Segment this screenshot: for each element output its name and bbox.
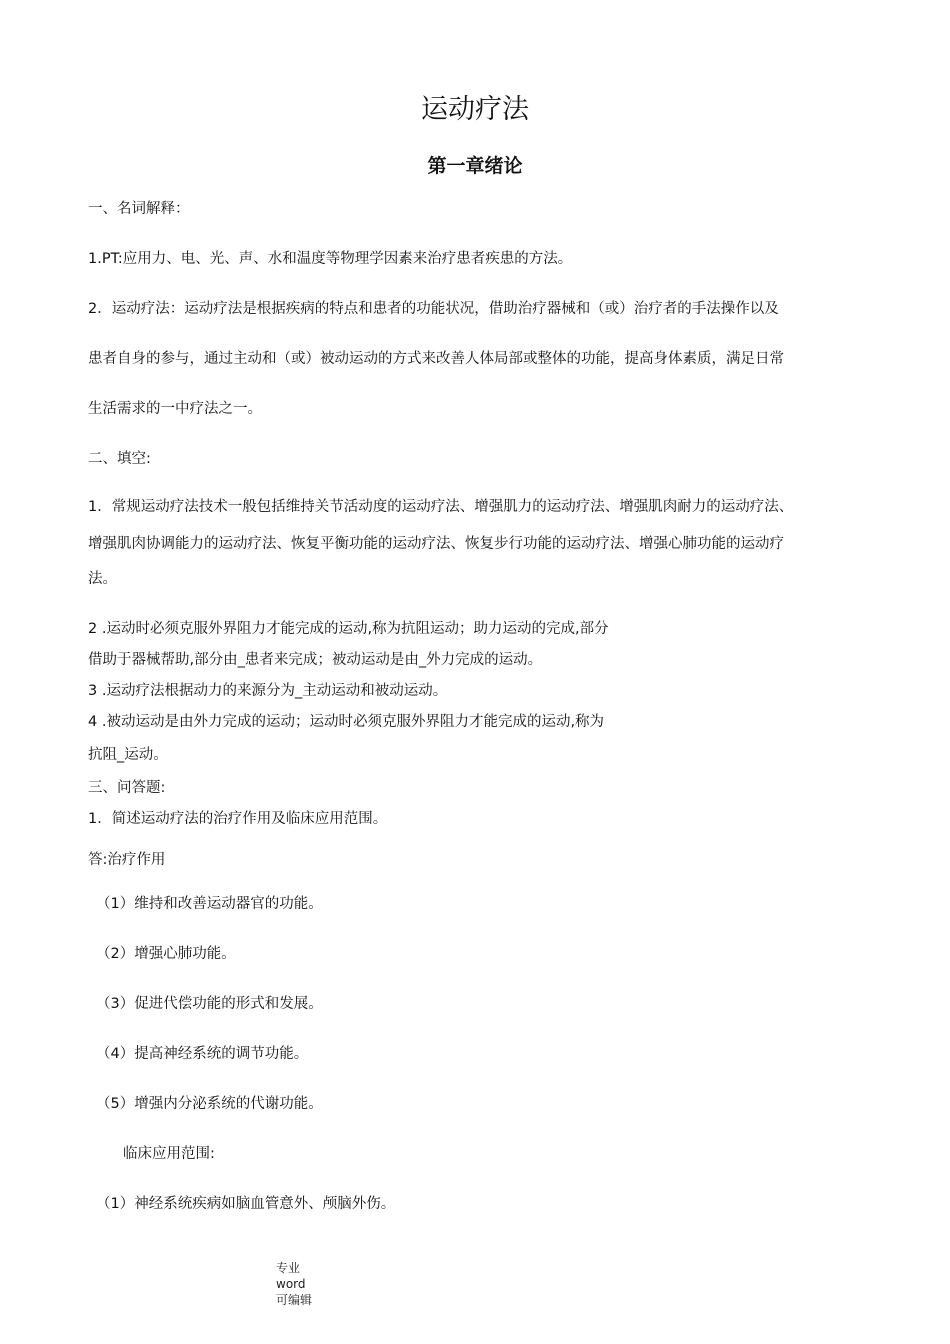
- fill-item4-line1: 4 .被动运动是由外力完成的运动；运动时必须克服外界阻力才能完成的运动,称为: [88, 714, 605, 730]
- footer-line2: word: [276, 1277, 306, 1291]
- answer-label: 答:治疗作用: [88, 852, 166, 868]
- definition-exercise-therapy-line1: 2．运动疗法：运动疗法是根据疾病的特点和患者的功能状况，借助治疗器械和（或）治疗者的手法操作以及: [88, 301, 779, 317]
- definition-exercise-therapy-line2: 患者自身的参与，通过主动和（或）被动运动的方式来改善人体局部或整体的功能，提高身体素质，满足日常: [88, 351, 784, 367]
- fill-item3: 3 .运动疗法根据动力的来源分为_主动运动和被动运动。: [88, 683, 448, 699]
- effect-item: （2）增强心肺功能。: [96, 946, 236, 962]
- fill-item1-line1: 1．常规运动疗法技术一般包括维持关节活动度的运动疗法、增强肌力的运动疗法、增强肌肉耐力的运动疗法、: [88, 499, 794, 515]
- effect-item: （1）维持和改善运动器官的功能。: [96, 896, 323, 912]
- clinical-item: （1）神经系统疾病如脑血管意外、颅脑外伤。: [96, 1196, 396, 1212]
- section-heading-qa: 三、问答题:: [88, 780, 166, 796]
- question-1: 1．简述运动疗法的治疗作用及临床应用范围。: [88, 811, 388, 827]
- section-heading-fill-blank: 二、填空:: [88, 451, 151, 467]
- footer-line1: 专业: [276, 1261, 301, 1275]
- effect-item: （3）促进代偿功能的形式和发展。: [96, 996, 323, 1012]
- document-title: 运动疗法: [421, 94, 529, 125]
- fill-item2-line1: 2 .运动时必须克服外界阻力才能完成的运动,称为抗阻运动；助力运动的完成,部分: [88, 621, 609, 637]
- fill-item1-line3: 法。: [88, 571, 117, 587]
- effect-item: （5）增强内分泌系统的代谢功能。: [96, 1096, 323, 1112]
- chapter-heading: 第一章绪论: [427, 155, 523, 177]
- effect-item: （4）提高神经系统的调节功能。: [96, 1046, 309, 1062]
- clinical-label: 临床应用范围:: [123, 1146, 215, 1162]
- definition-pt: 1.PT:应用力、电、光、声、水和温度等物理学因素来治疗患者疾患的方法。: [88, 251, 573, 267]
- definition-exercise-therapy-line3: 生活需求的一中疗法之一。: [88, 401, 262, 417]
- fill-item4-line2: 抗阻_运动。: [88, 747, 168, 763]
- footer-line3: 可编辑: [276, 1293, 313, 1307]
- fill-item2-line2: 借助于器械帮助,部分由_患者来完成；被动运动是由_外力完成的运动。: [88, 652, 543, 668]
- section-heading-definitions: 一、名词解释：: [88, 201, 190, 217]
- fill-item1-line2: 增强肌肉协调能力的运动疗法、恢复平衡功能的运动疗法、恢复步行功能的运动疗法、增强心肺功能的运动疗: [88, 536, 784, 552]
